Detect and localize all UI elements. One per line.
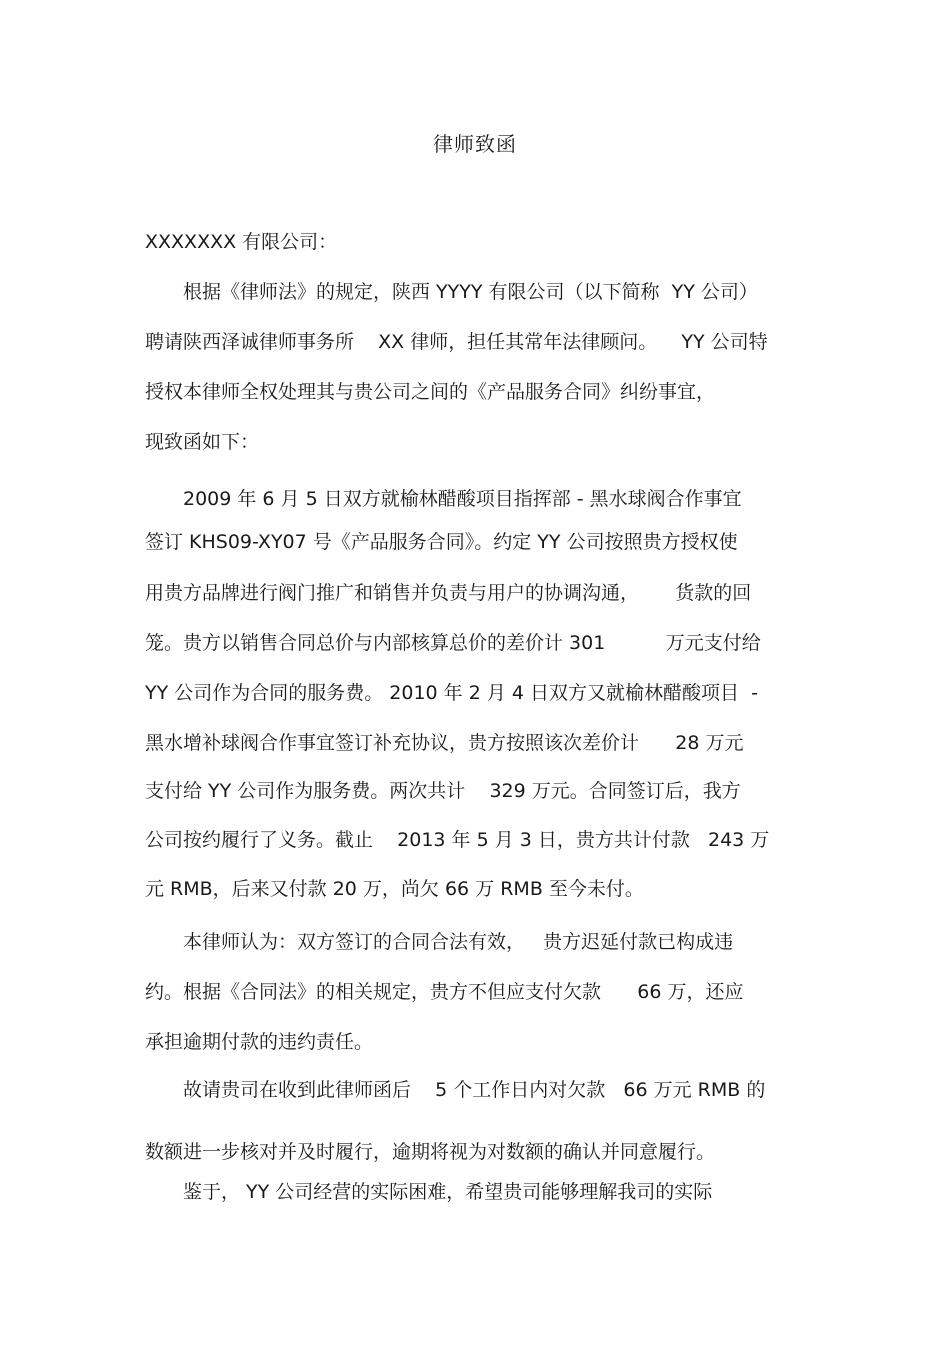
body-line: 约。根据《合同法》的相关规定，贵方不但应支付欠款 66 万，还应: [145, 981, 744, 1003]
body-line: YY 公司作为合同的服务费。 2010 年 2 月 4 日双方又就榆林醋酸项目 -: [145, 682, 758, 704]
body-line: 笼。贵方以销售合同总价与内部核算总价的差价计 301 万元支付给: [145, 632, 761, 654]
body-line: 支付给 YY 公司作为服务费。两次共计 329 万元。合同签订后，我方: [145, 780, 741, 802]
addressee: XXXXXXX 有限公司：: [145, 231, 338, 253]
body-line: 根据《律师法》的规定，陕西 YYYY 有限公司（以下简称 YY 公司）: [145, 281, 758, 303]
body-line: 授权本律师全权处理其与贵公司之间的《产品服务合同》纠纷事宜，: [145, 381, 716, 403]
body-line: 故请贵司在收到此律师函后 5 个工作日内对欠款 66 万元 RMB 的: [145, 1079, 766, 1101]
body-line: 鉴于， YY 公司经营的实际困难，希望贵司能够理解我司的实际: [145, 1181, 713, 1203]
letter-title: 律师致函: [433, 132, 517, 156]
body-line: 元 RMB，后来又付款 20 万，尚欠 66 万 RMB 至今未付。: [145, 878, 644, 900]
body-line: 黑水增补球阀合作事宜签订补充协议，贵方按照该次差价计 28 万元: [145, 732, 744, 754]
body-line: 数额进一步核对并及时履行，逾期将视为对数额的确认并同意履行。: [145, 1141, 716, 1163]
body-line: 签订 KHS09-XY07 号《产品服务合同》。约定 YY 公司按照贵方授权使: [145, 531, 738, 553]
body-line: 2009 年 6 月 5 日双方就榆林醋酸项目指挥部 - 黑水球阀合作事宜: [145, 488, 742, 510]
body-line: 用贵方品牌进行阀门推广和销售并负责与用户的协调沟通， 货款的回: [145, 582, 752, 604]
body-line: 聘请陕西泽诚律师事务所 XX 律师，担任其常年法律顾问。 YY 公司特: [145, 331, 768, 353]
body-line: 公司按约履行了义务。截止 2013 年 5 月 3 日，贵方共计付款 243 万: [145, 829, 770, 851]
body-line: 本律师认为：双方签订的合同合法有效， 贵方迟延付款已构成违: [145, 931, 734, 953]
body-line: 现致函如下：: [145, 431, 260, 453]
body-line: 承担逾期付款的违约责任。: [145, 1031, 374, 1053]
